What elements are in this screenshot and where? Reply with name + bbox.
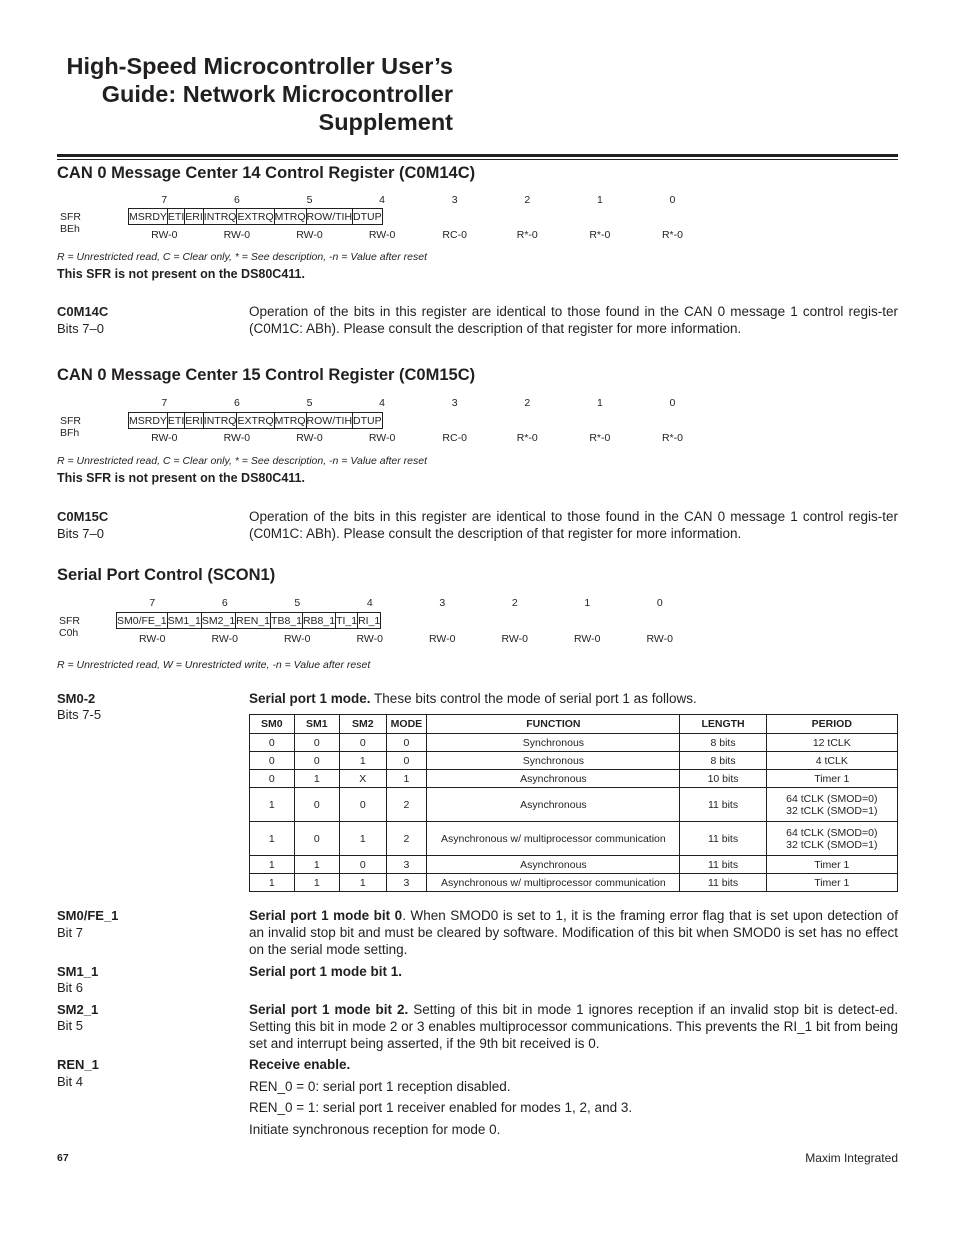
field-name: C0M15C [57, 509, 109, 524]
bit-number: 5 [306, 397, 313, 409]
reset-value: RW-0 [368, 432, 396, 444]
bit-name-row [129, 209, 383, 225]
desc-text: Setting of this bit in mode 1 ignores reception if an invalid stop bit is detect-ed. Setting this bit in mode 2 or 3 enables multiprocessor communications. This prevents the RI_1 bit from being set and interrupt being asserted, if the 9th bit received is 0. [249, 1002, 898, 1051]
table-row [250, 822, 898, 856]
section-heading-scon1: Serial Port Control (SCON1) [57, 566, 276, 584]
table-cell: 64 tCLK (SMOD=0) 32 tCLK (SMOD=1) [766, 822, 897, 856]
table-cell: 8 bits [680, 734, 766, 752]
table-cell: Timer 1 [766, 874, 897, 892]
field-name: C0M14C [57, 304, 109, 319]
table-cell: 0 [340, 788, 386, 822]
field-name: SM0-2 [57, 691, 96, 706]
field-description: Operation of the bits in this register are identical to those found in the CAN 0 message 1 control regis-ter (C0M1C: ABh). Please consult the description of that register for more information. [249, 509, 898, 541]
column-header: SM2 [340, 715, 386, 734]
bit-number: 1 [596, 194, 603, 206]
table-cell: X [340, 770, 386, 788]
bit-number: 4 [379, 397, 385, 409]
bit-name: DTUP [353, 414, 382, 427]
bit-name: ERI [185, 414, 203, 427]
bit-name: RB8_1 [302, 614, 336, 627]
field-name: SM2_1 [57, 1002, 99, 1017]
bit-number: 7 [149, 597, 156, 609]
bit-name: SM0/FE_1 [117, 614, 167, 627]
column-header: LENGTH [680, 715, 766, 734]
table-cell: 64 tCLK (SMOD=0) 32 tCLK (SMOD=1) [766, 788, 897, 822]
bit-number: 2 [524, 194, 531, 206]
header-rule-thick [57, 154, 898, 157]
bit-numbers [128, 194, 709, 206]
table-cell: 2 [386, 822, 427, 856]
section-heading-c0m14c: CAN 0 Message Center 14 Control Register (C0M14C) [57, 164, 476, 182]
bit-number: 3 [439, 597, 446, 609]
reset-value: RW-0 [296, 432, 323, 444]
reset-value: R*-0 [516, 432, 538, 444]
bit-name-row [129, 413, 383, 429]
bit-name: TB8_1 [271, 614, 302, 627]
reset-value: RW-0 [296, 229, 323, 241]
table-cell: 0 [294, 788, 340, 822]
field-description: Operation of the bits in this register are identical to those found in the CAN 0 message 1 control regis-ter (C0M1C: ABh). Please consult the description of that register for more information. [249, 304, 898, 336]
field-bits: Bit 7 [57, 925, 84, 940]
bit-number: 5 [294, 597, 301, 609]
field-bits: Bits 7–0 [57, 321, 104, 336]
bit-number: 7 [161, 194, 168, 206]
table-cell: 0 [294, 822, 340, 856]
bit-number: 3 [451, 194, 458, 206]
bit-name: EXTRQ [237, 210, 274, 223]
legend-note: R = Unrestricted read, C = Clear only, * = See description, -n = Value after reset [57, 455, 428, 467]
table-cell: 1 [250, 856, 295, 874]
table-cell: 12 tCLK [766, 734, 897, 752]
table-cell: Timer 1 [766, 856, 897, 874]
bit-field-table [128, 412, 383, 429]
section-heading-c0m15c: CAN 0 Message Center 15 Control Register (C0M15C) [57, 366, 476, 384]
reset-value: RW-0 [284, 633, 311, 645]
bit-name: MSRDY [129, 210, 167, 223]
reset-value: R*-0 [661, 432, 683, 444]
reset-value: RW-0 [151, 432, 178, 444]
bit-number: 6 [221, 597, 228, 609]
bit-number: 6 [233, 194, 240, 206]
desc-bold: Serial port 1 mode bit 1. [249, 964, 403, 979]
table-cell: Asynchronous [427, 770, 680, 788]
table-cell: 0 [250, 770, 295, 788]
desc-text: . When SMOD0 is set to 1, it is the framing error flag that is set upon detection of an invalid stop bit and must be cleared by software. Modification of this bit when SMOD0 is set has no effect on the serial mode setting. [249, 908, 898, 957]
bit-field-table [128, 208, 383, 225]
table-row [250, 770, 898, 788]
reset-value: RW-0 [574, 633, 601, 645]
bit-number: 6 [233, 397, 240, 409]
mode-table-body [250, 734, 898, 892]
field-name: SM1_1 [57, 964, 99, 979]
reset-value: RW-0 [223, 229, 251, 241]
bit-name: ETI [167, 414, 185, 427]
table-cell: 1 [340, 822, 386, 856]
bit-name: MSRDY [129, 414, 167, 427]
bit-name: TI_1 [336, 614, 358, 627]
bit-number: 0 [656, 597, 663, 609]
field-bits: Bit 6 [57, 980, 84, 995]
legend-note: R = Unrestricted read, C = Clear only, * = See description, -n = Value after reset [57, 251, 428, 263]
table-cell: 1 [294, 770, 340, 788]
table-cell: Synchronous [427, 752, 680, 770]
bit-number: 2 [511, 597, 518, 609]
bit-numbers [116, 597, 696, 609]
bit-name: ETI [167, 210, 185, 223]
bit-name: RI_1 [358, 614, 381, 627]
table-row [250, 752, 898, 770]
table-cell: 10 bits [680, 770, 766, 788]
bit-number: 2 [524, 397, 531, 409]
reset-values [128, 229, 709, 241]
table-cell: 8 bits [680, 752, 766, 770]
bit-number: 7 [161, 397, 168, 409]
bit-number: 0 [669, 194, 676, 206]
reset-value: RC-0 [442, 432, 467, 444]
availability-note: This SFR is not present on the DS80C411. [57, 267, 305, 281]
field-bits: Bit 5 [57, 1018, 84, 1033]
table-cell: 1 [386, 770, 427, 788]
serial-mode-table [249, 714, 898, 892]
bit-name: ROW/TIH [306, 210, 353, 223]
reset-values [128, 432, 709, 444]
field-description [249, 690, 898, 707]
reset-value: RW-0 [151, 229, 178, 241]
table-cell: 1 [250, 822, 295, 856]
table-cell: 2 [386, 788, 427, 822]
table-cell: Asynchronous [427, 856, 680, 874]
table-row [250, 856, 898, 874]
bit-number: 1 [584, 597, 591, 609]
reset-value: R*-0 [589, 229, 611, 241]
field-description [249, 963, 898, 980]
field-description [249, 1056, 898, 1073]
desc-text: These bits control the mode of serial port 1 as follows. [370, 691, 697, 706]
reset-value: RW-0 [429, 633, 456, 645]
table-cell: Asynchronous w/ multiprocessor communication [427, 822, 680, 856]
column-header: FUNCTION [427, 715, 680, 734]
table-cell: Asynchronous [427, 788, 680, 822]
column-header: SM1 [294, 715, 340, 734]
reset-value: R*-0 [661, 229, 683, 241]
table-cell: 1 [250, 788, 295, 822]
reset-value: RW-0 [211, 633, 238, 645]
table-cell: 1 [294, 856, 340, 874]
field-bits: Bits 7–0 [57, 526, 104, 541]
reset-value: RC-0 [442, 229, 467, 241]
table-row [250, 874, 898, 892]
reset-value: R*-0 [589, 432, 611, 444]
header-rule-thin [57, 159, 898, 160]
bit-number: 4 [379, 194, 385, 206]
reset-value: RW-0 [356, 633, 383, 645]
field-bits: Bits 7-5 [57, 707, 102, 722]
bit-name: MTRQ [274, 414, 306, 427]
table-cell: 3 [386, 856, 427, 874]
table-cell: 1 [250, 874, 295, 892]
table-cell: 0 [250, 734, 295, 752]
table-cell: 0 [340, 734, 386, 752]
bit-name: ERI [185, 210, 203, 223]
table-cell: 11 bits [680, 856, 766, 874]
bit-number: 5 [306, 194, 313, 206]
ren-line-1: REN_0 = 0: serial port 1 reception disabled. [249, 1079, 511, 1094]
reset-value: R*-0 [516, 229, 538, 241]
reset-value: RW-0 [223, 432, 251, 444]
title-line-1: High-Speed Microcontroller User’s [66, 53, 453, 79]
sfr-address: SFR C0h [59, 615, 80, 639]
table-cell: 0 [386, 752, 427, 770]
sfr-address: SFR BEh [60, 211, 81, 235]
bit-name: DTUP [353, 210, 382, 223]
bit-name: REN_1 [236, 614, 271, 627]
desc-bold: Serial port 1 mode. [249, 691, 371, 706]
bit-numbers [128, 397, 709, 409]
table-cell: 11 bits [680, 788, 766, 822]
ren-line-2: REN_0 = 1: serial port 1 receiver enabled for modes 1, 2, and 3. [249, 1100, 633, 1115]
bit-name-row [117, 613, 381, 629]
bit-number: 4 [366, 597, 373, 609]
desc-bold: Serial port 1 mode bit 2. [249, 1002, 409, 1017]
table-cell: 0 [340, 856, 386, 874]
bit-name: INTRQ [203, 414, 237, 427]
table-cell: 0 [250, 752, 295, 770]
table-row [250, 788, 898, 822]
availability-note: This SFR is not present on the DS80C411. [57, 471, 305, 485]
title-line-2: Guide: Network Microcontroller [101, 81, 453, 107]
bit-number: 1 [596, 397, 603, 409]
page-number: 67 [57, 1152, 69, 1164]
table-cell: Timer 1 [766, 770, 897, 788]
reset-value: RW-0 [501, 633, 528, 645]
desc-bold: Serial port 1 mode bit 0 [249, 908, 403, 923]
table-cell: 0 [294, 752, 340, 770]
bit-field-table [116, 612, 381, 629]
field-description [249, 1001, 898, 1052]
bit-number: 3 [451, 397, 458, 409]
column-header: PERIOD [766, 715, 897, 734]
bit-name: SM2_1 [201, 614, 236, 627]
reset-value: RW-0 [646, 633, 673, 645]
table-cell: 4 tCLK [766, 752, 897, 770]
desc-bold: Receive enable. [249, 1057, 351, 1072]
table-cell: Asynchronous w/ multiprocessor communication [427, 874, 680, 892]
mode-table-header [250, 715, 898, 734]
bit-number: 0 [669, 397, 676, 409]
reset-value: RW-0 [368, 229, 396, 241]
field-description [249, 907, 898, 958]
table-cell: 1 [340, 874, 386, 892]
table-cell: 0 [386, 734, 427, 752]
column-header: MODE [386, 715, 427, 734]
bit-name: SM1_1 [167, 614, 201, 627]
table-cell: Synchronous [427, 734, 680, 752]
field-bits: Bit 4 [57, 1074, 84, 1089]
bit-name: EXTRQ [237, 414, 274, 427]
title-line-3: Supplement [318, 109, 453, 135]
bit-name: MTRQ [274, 210, 306, 223]
column-header: SM0 [250, 715, 295, 734]
table-cell: 11 bits [680, 874, 766, 892]
ren-line-3: Initiate synchronous reception for mode 0. [249, 1122, 501, 1137]
bit-name: ROW/TIH [306, 414, 353, 427]
field-name: REN_1 [57, 1057, 99, 1072]
field-name: SM0/FE_1 [57, 908, 119, 923]
sfr-address: SFR BFh [60, 415, 81, 439]
table-cell: 0 [294, 734, 340, 752]
document-title [33, 52, 453, 136]
table-cell: 3 [386, 874, 427, 892]
legend-note: R = Unrestricted read, W = Unrestricted write, -n = Value after reset [57, 659, 371, 671]
reset-value: RW-0 [139, 633, 166, 645]
table-cell: 1 [340, 752, 386, 770]
table-cell: 1 [294, 874, 340, 892]
reset-values [116, 633, 696, 645]
bit-name: INTRQ [203, 210, 237, 223]
company-name: Maxim Integrated [805, 1151, 898, 1165]
table-cell: 11 bits [680, 822, 766, 856]
table-row [250, 734, 898, 752]
